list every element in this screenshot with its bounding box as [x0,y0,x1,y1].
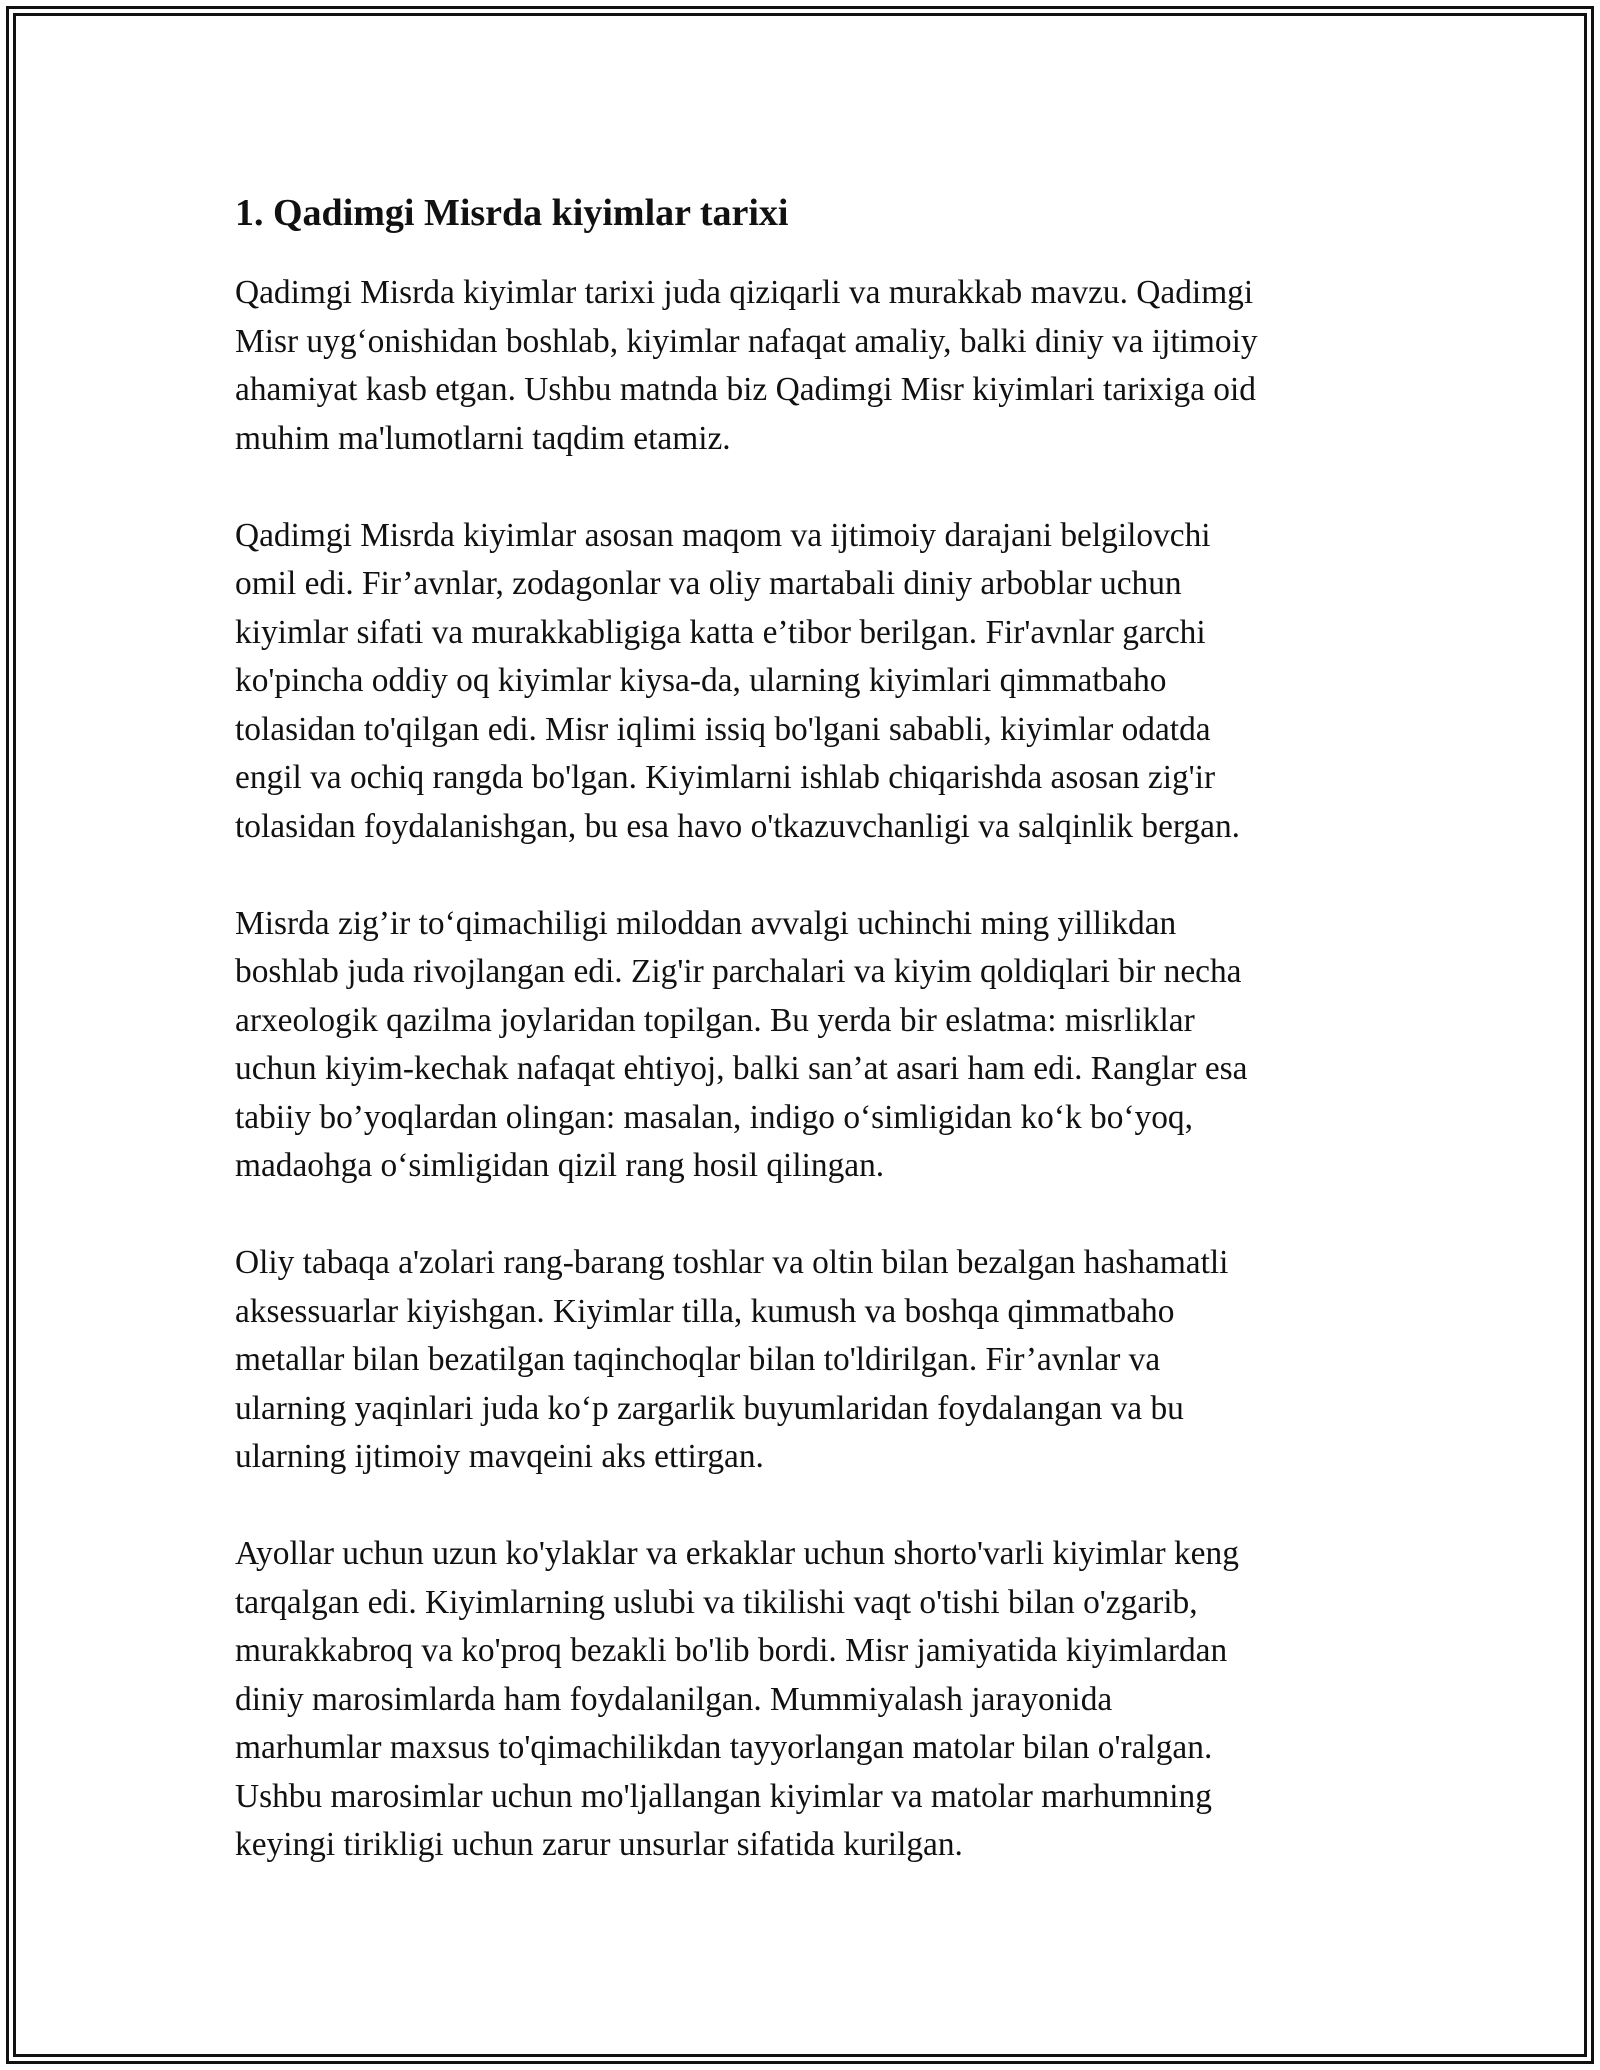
paragraph-5: Ayollar uchun uzun ko'ylaklar va erkaklar uchun shorto'varli kiyimlar keng tarqalgan edi. Kiyimlarning uslubi va tikilishi vaqt o'tishi bilan o'zgarib, murakkabroq va ko'proq bezakli bo'lib bordi. Misr jamiyatida kiyimlardan diniy marosimlarda ham foydalanilgan. Mummiyalash jarayonida marhumlar maxsus to'qimachilikdan tayyorlangan matolar bilan o'ralgan. Ushbu marosimlar uchun mo'ljallangan kiyimlar va matolar marhumning keyingi tirikligi uchun zarur unsurlar sifatida kurilgan. [235,1535,1239,1863]
document-body [235,185,1375,1918]
paragraph-1: Qadimgi Misrda kiyimlar tarixi juda qiziqarli va murakkab mavzu. Qadimgi Misr uyg‘onishidan boshlab, kiyimlar nafaqat amaliy, balki diniy va ijtimoiy ahamiyat kasb etgan. Ushbu matnda biz Qadimgi Misr kiyimlari tarixiga oid muhim ma'lumotlarni taqdim etamiz. [235,274,1258,457]
paragraph-4: Oliy tabaqa a'zolari rang-barang toshlar va oltin bilan bezalgan hashamatli aksessuarlar kiyishgan. Kiyimlar tilla, kumush va boshqa qimmatbaho metallar bilan bezatilgan taqinchoqlar bilan to'ldirilgan. Fir’avnlar va ularning yaqinlari juda ko‘p zargarlik buyumlaridan foydalangan va bu ularning ijtimoiy mavqeini aks ettirgan. [235,1244,1229,1475]
paragraph-3: Misrda zig’ir to‘qimachiligi miloddan avvalgi uchinchi ming yillikdan boshlab juda rivojlangan edi. Zig'ir parchalari va kiyim qoldiqlari bir necha arxeologik qazilma joylaridan topilgan. Bu yerda bir eslatma: misrliklar uchun kiyim-kechak nafaqat ehtiyoj, balki san’at asari ham edi. Ranglar esa tabiiy bo’yoqlardan olingan: masalan, indigo o‘simligidan ko‘k bo‘yoq, madaohga o‘simligidan qizil rang hosil qilingan. [235,904,1248,1184]
page-title: 1. Qadimgi Misrda kiyimlar tarixi [235,192,789,234]
paragraph-2: Qadimgi Misrda kiyimlar asosan maqom va ijtimoiy darajani belgilovchi omil edi. Fir’avnlar, zodagonlar va oliy martabali diniy arboblar uchun kiyimlar sifati va murakkabligiga katta e’tibor berilgan. Fir'avnlar garchi ko'pincha oddiy oq kiyimlar kiysa-da, ularning kiyimlari qimmatbaho tolasidan to'qilgan edi. Misr iqlimi issiq bo'lgani sababli, kiyimlar odatda engil va ochiq rangda bo'lgan. Kiyimlarni ishlab chiqarishda asosan zig'ir tolasidan foydalanishgan, bu esa havo o'tkazuvchanligi va salqinlik bergan. [235,516,1240,845]
